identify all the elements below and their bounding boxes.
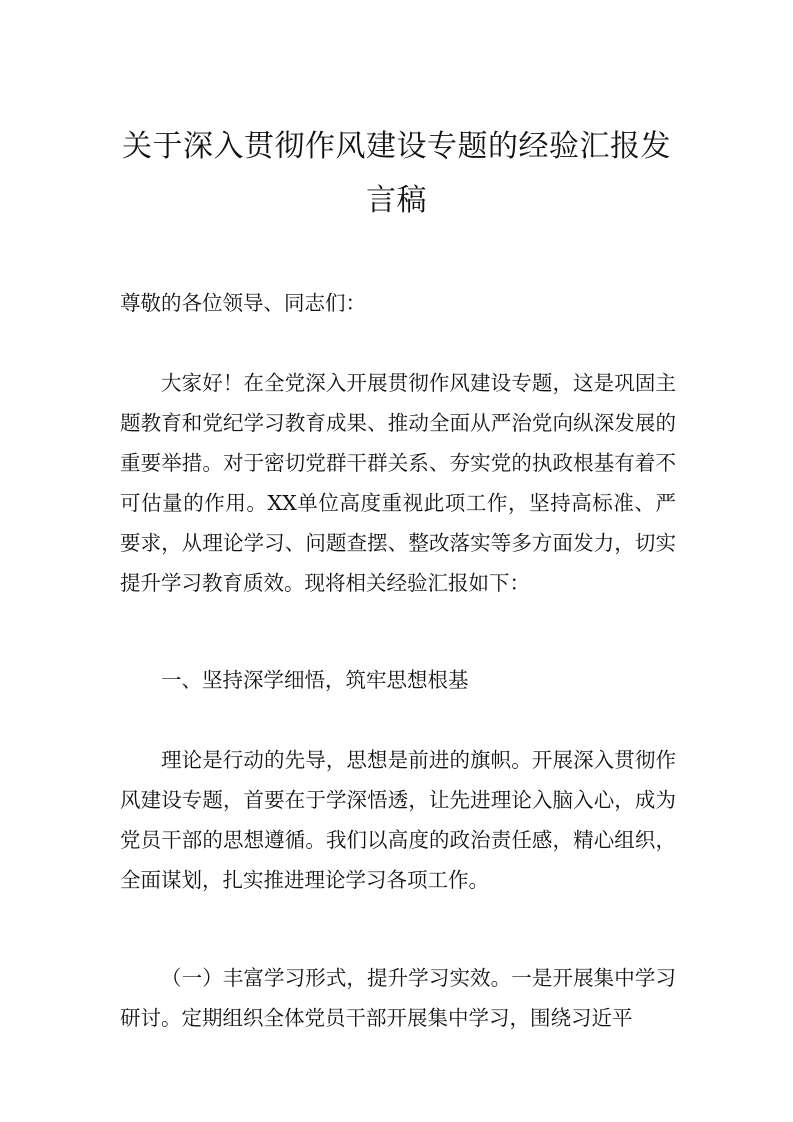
- section-heading: 一、坚持深学细悟，筑牢思想根基: [161, 668, 469, 692]
- salutation: 尊敬的各位领导、同志们：: [120, 291, 366, 315]
- document-title: 关于深入贯彻作风建设专题的经验汇报发言稿: [122, 129, 671, 218]
- paragraph-intro: 大家好！在全党深入开展贯彻作风建设专题，这是巩固主题教育和党纪学习教育成果、推动全面从严治党向纵深发展的重要举措。对于密切党群干群关系、夯实党的执政根基有着不可估量的作用。XX单位高度重视此项工作，坚持高标准、严要求，从理论学习、问题查摆、整改落实等多方面发力，切实提升学习教育质效。现将相关经验汇报如下：: [120, 371, 676, 595]
- paragraph-subsection: （一）丰富学习形式，提升学习实效。一是开展集中学习研讨。定期组织全体党员干部开展集中学习，围绕习近平: [120, 966, 676, 1030]
- paragraph-theory: 理论是行动的先导，思想是前进的旗帜。开展深入贯彻作风建设专题，首要在于学深悟透，让先进理论入脑入心，成为党员干部的思想遵循。我们以高度的政治责任感，精心组织，全面谋划，扎实推进理论学习各项工作。: [120, 748, 676, 892]
